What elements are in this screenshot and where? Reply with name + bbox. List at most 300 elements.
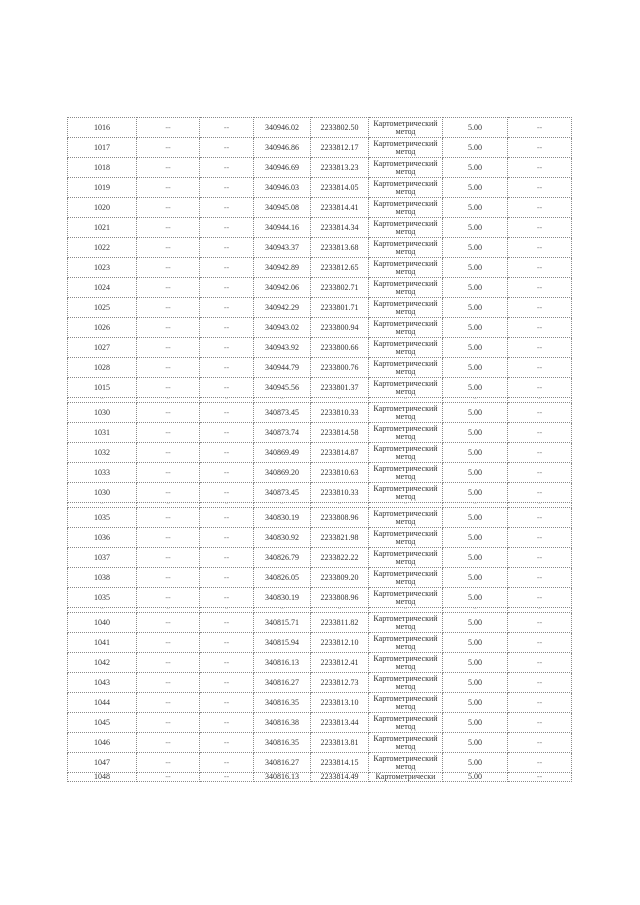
- empty-cell: --: [137, 198, 200, 218]
- point-number-cell: 1027: [68, 338, 137, 358]
- accuracy-cell: 5.00: [443, 218, 508, 238]
- description-cell: --: [508, 673, 572, 693]
- table-row: [68, 733, 572, 753]
- method-cell: Картометрический метод: [369, 298, 443, 318]
- x-coordinate-cell: 340816.13: [254, 653, 311, 673]
- point-number-cell: --: [68, 398, 137, 403]
- description-cell: --: [508, 218, 572, 238]
- empty-cell: --: [200, 588, 254, 608]
- point-number-cell: 1047: [68, 753, 137, 773]
- empty-cell: --: [200, 358, 254, 378]
- y-coordinate-cell: 2233811.82: [311, 613, 369, 633]
- empty-cell: --: [137, 773, 200, 782]
- point-number-cell: 1019: [68, 178, 137, 198]
- empty-cell: --: [200, 733, 254, 753]
- empty-cell: --: [200, 378, 254, 398]
- accuracy-cell: 5.00: [443, 673, 508, 693]
- x-coordinate-cell: 340816.35: [254, 733, 311, 753]
- y-coordinate-cell: 2233800.76: [311, 358, 369, 378]
- description-cell: --: [508, 423, 572, 443]
- x-coordinate-cell: 340942.29: [254, 298, 311, 318]
- description-cell: --: [508, 633, 572, 653]
- point-number-cell: 1024: [68, 278, 137, 298]
- x-coordinate-cell: 340815.71: [254, 613, 311, 633]
- accuracy-cell: 5.00: [443, 238, 508, 258]
- x-coordinate-cell: 340869.20: [254, 463, 311, 483]
- empty-cell: --: [137, 423, 200, 443]
- table-row: [68, 238, 572, 258]
- table-row: [68, 218, 572, 238]
- empty-cell: --: [137, 463, 200, 483]
- description-cell: --: [508, 158, 572, 178]
- accuracy-cell: 5.00: [443, 423, 508, 443]
- empty-cell: --: [200, 238, 254, 258]
- point-number-cell: 1036: [68, 528, 137, 548]
- accuracy-cell: 5.00: [443, 178, 508, 198]
- empty-cell: --: [200, 608, 254, 613]
- x-coordinate-cell: 340816.27: [254, 753, 311, 773]
- empty-cell: --: [137, 508, 200, 528]
- table-row: [68, 198, 572, 218]
- table-row: [68, 588, 572, 608]
- description-cell: --: [508, 238, 572, 258]
- y-coordinate-cell: 2233801.37: [311, 378, 369, 398]
- accuracy-cell: 5.00: [443, 653, 508, 673]
- point-number-cell: 1016: [68, 118, 137, 138]
- point-number-cell: --: [68, 608, 137, 613]
- accuracy-cell: 5.00: [443, 138, 508, 158]
- empty-cell: --: [200, 633, 254, 653]
- point-number-cell: 1041: [68, 633, 137, 653]
- description-cell: --: [508, 528, 572, 548]
- x-coordinate-cell: 340873.45: [254, 483, 311, 503]
- x-coordinate-cell: 340943.37: [254, 238, 311, 258]
- x-coordinate-cell: 340816.13: [254, 773, 311, 782]
- empty-cell: --: [137, 633, 200, 653]
- accuracy-cell: 5.00: [443, 338, 508, 358]
- x-coordinate-cell: 340946.03: [254, 178, 311, 198]
- x-coordinate-cell: 340946.86: [254, 138, 311, 158]
- y-coordinate-cell: 2233801.71: [311, 298, 369, 318]
- point-number-cell: 1043: [68, 673, 137, 693]
- empty-cell: --: [200, 548, 254, 568]
- y-coordinate-cell: 2233802.50: [311, 118, 369, 138]
- empty-cell: --: [137, 178, 200, 198]
- x-coordinate-cell: --: [254, 398, 311, 403]
- description-cell: --: [508, 178, 572, 198]
- table-row: [68, 358, 572, 378]
- table-row: [68, 548, 572, 568]
- description-cell: --: [508, 753, 572, 773]
- method-cell: --: [369, 503, 443, 508]
- empty-cell: --: [137, 588, 200, 608]
- empty-cell: --: [200, 298, 254, 318]
- table-row: [68, 403, 572, 423]
- x-coordinate-cell: --: [254, 608, 311, 613]
- empty-cell: --: [137, 338, 200, 358]
- y-coordinate-cell: 2233812.17: [311, 138, 369, 158]
- x-coordinate-cell: 340943.02: [254, 318, 311, 338]
- description-cell: --: [508, 198, 572, 218]
- accuracy-cell: 5.00: [443, 508, 508, 528]
- empty-cell: --: [137, 608, 200, 613]
- table-row: [68, 138, 572, 158]
- empty-cell: --: [200, 138, 254, 158]
- description-cell: --: [508, 378, 572, 398]
- empty-cell: --: [200, 613, 254, 633]
- method-cell: Картометрический метод: [369, 588, 443, 608]
- empty-cell: --: [200, 118, 254, 138]
- point-number-cell: 1040: [68, 613, 137, 633]
- point-number-cell: 1032: [68, 443, 137, 463]
- method-cell: Картометрический метод: [369, 358, 443, 378]
- method-cell: Картометрический метод: [369, 653, 443, 673]
- point-number-cell: 1046: [68, 733, 137, 753]
- y-coordinate-cell: 2233814.41: [311, 198, 369, 218]
- table-row: [68, 508, 572, 528]
- description-cell: --: [508, 508, 572, 528]
- description-cell: --: [508, 118, 572, 138]
- description-cell: --: [508, 138, 572, 158]
- empty-cell: --: [137, 138, 200, 158]
- point-number-cell: 1035: [68, 508, 137, 528]
- empty-cell: --: [137, 673, 200, 693]
- method-cell: --: [369, 398, 443, 403]
- empty-cell: --: [200, 158, 254, 178]
- accuracy-cell: 5.00: [443, 298, 508, 318]
- empty-cell: --: [137, 568, 200, 588]
- x-coordinate-cell: --: [254, 503, 311, 508]
- x-coordinate-cell: 340816.27: [254, 673, 311, 693]
- table-row: [68, 258, 572, 278]
- method-cell: Картометрический метод: [369, 548, 443, 568]
- empty-cell: --: [137, 713, 200, 733]
- table-row: [68, 338, 572, 358]
- accuracy-cell: 5.00: [443, 158, 508, 178]
- table-row: [68, 158, 572, 178]
- table-row: [68, 613, 572, 633]
- point-number-cell: 1035: [68, 588, 137, 608]
- description-cell: --: [508, 358, 572, 378]
- table-row: [68, 118, 572, 138]
- y-coordinate-cell: 2233810.33: [311, 483, 369, 503]
- y-coordinate-cell: 2233800.66: [311, 338, 369, 358]
- table-row: [68, 693, 572, 713]
- method-cell: Картометрический метод: [369, 118, 443, 138]
- empty-cell: --: [137, 503, 200, 508]
- x-coordinate-cell: 340826.05: [254, 568, 311, 588]
- x-coordinate-cell: 340826.79: [254, 548, 311, 568]
- y-coordinate-cell: 2233812.65: [311, 258, 369, 278]
- x-coordinate-cell: 340945.08: [254, 198, 311, 218]
- point-number-cell: 1017: [68, 138, 137, 158]
- y-coordinate-cell: 2233809.20: [311, 568, 369, 588]
- accuracy-cell: 5.00: [443, 753, 508, 773]
- description-cell: --: [508, 568, 572, 588]
- point-number-cell: 1030: [68, 483, 137, 503]
- table-row: [68, 568, 572, 588]
- y-coordinate-cell: 2233814.58: [311, 423, 369, 443]
- table-row: [68, 278, 572, 298]
- table-row: [68, 298, 572, 318]
- y-coordinate-cell: 2233822.22: [311, 548, 369, 568]
- accuracy-cell: 5.00: [443, 588, 508, 608]
- method-cell: Картометрический метод: [369, 753, 443, 773]
- y-coordinate-cell: 2233814.15: [311, 753, 369, 773]
- method-cell: Картометрический метод: [369, 338, 443, 358]
- empty-cell: --: [200, 403, 254, 423]
- table-row: [68, 753, 572, 773]
- point-number-cell: 1023: [68, 258, 137, 278]
- empty-cell: --: [137, 403, 200, 423]
- method-cell: --: [369, 608, 443, 613]
- x-coordinate-cell: 340944.16: [254, 218, 311, 238]
- method-cell: Картометрический метод: [369, 613, 443, 633]
- empty-cell: --: [200, 503, 254, 508]
- accuracy-cell: 5.00: [443, 528, 508, 548]
- point-number-cell: 1026: [68, 318, 137, 338]
- empty-cell: --: [200, 278, 254, 298]
- x-coordinate-cell: 340816.35: [254, 693, 311, 713]
- empty-cell: --: [200, 713, 254, 733]
- empty-cell: --: [137, 238, 200, 258]
- method-cell: Картометрический метод: [369, 673, 443, 693]
- description-cell: --: [508, 733, 572, 753]
- description-cell: --: [508, 338, 572, 358]
- empty-cell: --: [200, 218, 254, 238]
- empty-cell: --: [137, 258, 200, 278]
- empty-cell: --: [200, 398, 254, 403]
- accuracy-cell: 5.00: [443, 403, 508, 423]
- y-coordinate-cell: --: [311, 503, 369, 508]
- empty-cell: --: [137, 443, 200, 463]
- accuracy-cell: 5.00: [443, 198, 508, 218]
- method-cell: Картометрический метод: [369, 158, 443, 178]
- point-number-cell: --: [68, 503, 137, 508]
- accuracy-cell: 5.00: [443, 318, 508, 338]
- y-coordinate-cell: 2233800.94: [311, 318, 369, 338]
- table-row: [68, 773, 572, 782]
- y-coordinate-cell: 2233808.96: [311, 588, 369, 608]
- accuracy-cell: 5.00: [443, 463, 508, 483]
- method-cell: Картометрический метод: [369, 378, 443, 398]
- empty-cell: --: [137, 548, 200, 568]
- empty-cell: --: [137, 398, 200, 403]
- empty-cell: --: [200, 693, 254, 713]
- accuracy-cell: 5.00: [443, 443, 508, 463]
- empty-cell: --: [200, 338, 254, 358]
- description-cell: --: [508, 608, 572, 613]
- description-cell: --: [508, 483, 572, 503]
- method-cell: Картометрический метод: [369, 443, 443, 463]
- table-row: [68, 653, 572, 673]
- point-number-cell: 1033: [68, 463, 137, 483]
- y-coordinate-cell: 2233810.33: [311, 403, 369, 423]
- accuracy-cell: 5.00: [443, 693, 508, 713]
- description-cell: --: [508, 503, 572, 508]
- x-coordinate-cell: 340946.02: [254, 118, 311, 138]
- x-coordinate-cell: 340869.49: [254, 443, 311, 463]
- description-cell: --: [508, 258, 572, 278]
- table-row: [68, 423, 572, 443]
- empty-cell: --: [200, 423, 254, 443]
- empty-cell: --: [137, 118, 200, 138]
- y-coordinate-cell: 2233814.87: [311, 443, 369, 463]
- empty-cell: --: [200, 178, 254, 198]
- empty-cell: --: [137, 358, 200, 378]
- method-cell: Картометрический метод: [369, 318, 443, 338]
- empty-cell: --: [200, 653, 254, 673]
- accuracy-cell: 5.00: [443, 378, 508, 398]
- description-cell: --: [508, 653, 572, 673]
- y-coordinate-cell: 2233810.63: [311, 463, 369, 483]
- table-row: [68, 483, 572, 503]
- point-number-cell: 1044: [68, 693, 137, 713]
- y-coordinate-cell: 2233812.10: [311, 633, 369, 653]
- method-cell: Картометрический метод: [369, 528, 443, 548]
- point-number-cell: 1048: [68, 773, 137, 782]
- method-cell: Картометрический метод: [369, 633, 443, 653]
- point-number-cell: 1038: [68, 568, 137, 588]
- empty-cell: --: [137, 693, 200, 713]
- x-coordinate-cell: 340815.94: [254, 633, 311, 653]
- method-cell: Картометрический метод: [369, 198, 443, 218]
- point-number-cell: 1030: [68, 403, 137, 423]
- accuracy-cell: --: [443, 503, 508, 508]
- x-coordinate-cell: 340816.38: [254, 713, 311, 733]
- table-row: [68, 673, 572, 693]
- empty-cell: --: [200, 258, 254, 278]
- x-coordinate-cell: 340830.19: [254, 588, 311, 608]
- x-coordinate-cell: 340946.69: [254, 158, 311, 178]
- x-coordinate-cell: 340830.19: [254, 508, 311, 528]
- accuracy-cell: 5.00: [443, 568, 508, 588]
- x-coordinate-cell: 340942.06: [254, 278, 311, 298]
- accuracy-cell: 5.00: [443, 548, 508, 568]
- point-number-cell: 1031: [68, 423, 137, 443]
- description-cell: --: [508, 713, 572, 733]
- accuracy-cell: 5.00: [443, 633, 508, 653]
- empty-cell: --: [200, 773, 254, 782]
- description-cell: --: [508, 773, 572, 782]
- y-coordinate-cell: 2233813.23: [311, 158, 369, 178]
- y-coordinate-cell: 2233813.10: [311, 693, 369, 713]
- y-coordinate-cell: 2233814.34: [311, 218, 369, 238]
- point-number-cell: 1025: [68, 298, 137, 318]
- y-coordinate-cell: 2233812.73: [311, 673, 369, 693]
- table-row: [68, 378, 572, 398]
- table-row: [68, 713, 572, 733]
- accuracy-cell: 5.00: [443, 118, 508, 138]
- x-coordinate-cell: 340873.45: [254, 403, 311, 423]
- empty-cell: --: [200, 198, 254, 218]
- x-coordinate-cell: 340830.92: [254, 528, 311, 548]
- point-number-cell: 1037: [68, 548, 137, 568]
- x-coordinate-cell: 340944.79: [254, 358, 311, 378]
- method-cell: Картометрический метод: [369, 483, 443, 503]
- accuracy-cell: 5.00: [443, 278, 508, 298]
- point-number-cell: 1018: [68, 158, 137, 178]
- empty-cell: --: [200, 318, 254, 338]
- method-cell: Картометрический метод: [369, 693, 443, 713]
- method-cell: Картометрический метод: [369, 218, 443, 238]
- y-coordinate-cell: 2233813.81: [311, 733, 369, 753]
- coordinates-table: [67, 117, 572, 782]
- point-number-cell: 1021: [68, 218, 137, 238]
- method-cell: Картометрический метод: [369, 733, 443, 753]
- table-row: [68, 463, 572, 483]
- empty-cell: --: [137, 753, 200, 773]
- method-cell: Картометрический метод: [369, 238, 443, 258]
- empty-cell: --: [200, 568, 254, 588]
- description-cell: --: [508, 693, 572, 713]
- y-coordinate-cell: 2233814.49: [311, 773, 369, 782]
- table-row: [68, 178, 572, 198]
- accuracy-cell: --: [443, 608, 508, 613]
- y-coordinate-cell: --: [311, 398, 369, 403]
- accuracy-cell: 5.00: [443, 773, 508, 782]
- accuracy-cell: 5.00: [443, 358, 508, 378]
- y-coordinate-cell: 2233813.44: [311, 713, 369, 733]
- accuracy-cell: 5.00: [443, 258, 508, 278]
- method-cell: Картометрический метод: [369, 713, 443, 733]
- description-cell: --: [508, 613, 572, 633]
- empty-cell: --: [137, 528, 200, 548]
- table-row: [68, 633, 572, 653]
- point-number-cell: 1045: [68, 713, 137, 733]
- method-cell: Картометрический метод: [369, 423, 443, 443]
- method-cell: Картометрический метод: [369, 508, 443, 528]
- empty-cell: --: [137, 378, 200, 398]
- empty-cell: --: [200, 483, 254, 503]
- description-cell: --: [508, 398, 572, 403]
- point-number-cell: 1042: [68, 653, 137, 673]
- table-row: [68, 528, 572, 548]
- y-coordinate-cell: 2233802.71: [311, 278, 369, 298]
- table-row: [68, 443, 572, 463]
- method-cell: Картометрический метод: [369, 463, 443, 483]
- y-coordinate-cell: 2233808.96: [311, 508, 369, 528]
- empty-cell: --: [137, 613, 200, 633]
- y-coordinate-cell: 2233814.05: [311, 178, 369, 198]
- accuracy-cell: 5.00: [443, 733, 508, 753]
- x-coordinate-cell: 340873.74: [254, 423, 311, 443]
- description-cell: --: [508, 588, 572, 608]
- empty-cell: --: [200, 463, 254, 483]
- method-cell: Картометрически: [369, 773, 443, 782]
- description-cell: --: [508, 403, 572, 423]
- method-cell: Картометрический метод: [369, 568, 443, 588]
- description-cell: --: [508, 463, 572, 483]
- table-body: [68, 118, 572, 782]
- description-cell: --: [508, 298, 572, 318]
- point-number-cell: 1020: [68, 198, 137, 218]
- method-cell: Картометрический метод: [369, 138, 443, 158]
- table-row: [68, 318, 572, 338]
- method-cell: Картометрический метод: [369, 278, 443, 298]
- x-coordinate-cell: 340945.56: [254, 378, 311, 398]
- accuracy-cell: 5.00: [443, 613, 508, 633]
- point-number-cell: 1015: [68, 378, 137, 398]
- empty-cell: --: [200, 673, 254, 693]
- empty-cell: --: [137, 318, 200, 338]
- empty-cell: --: [200, 508, 254, 528]
- method-cell: Картометрический метод: [369, 258, 443, 278]
- x-coordinate-cell: 340943.92: [254, 338, 311, 358]
- point-number-cell: 1022: [68, 238, 137, 258]
- empty-cell: --: [200, 753, 254, 773]
- method-cell: Картометрический метод: [369, 178, 443, 198]
